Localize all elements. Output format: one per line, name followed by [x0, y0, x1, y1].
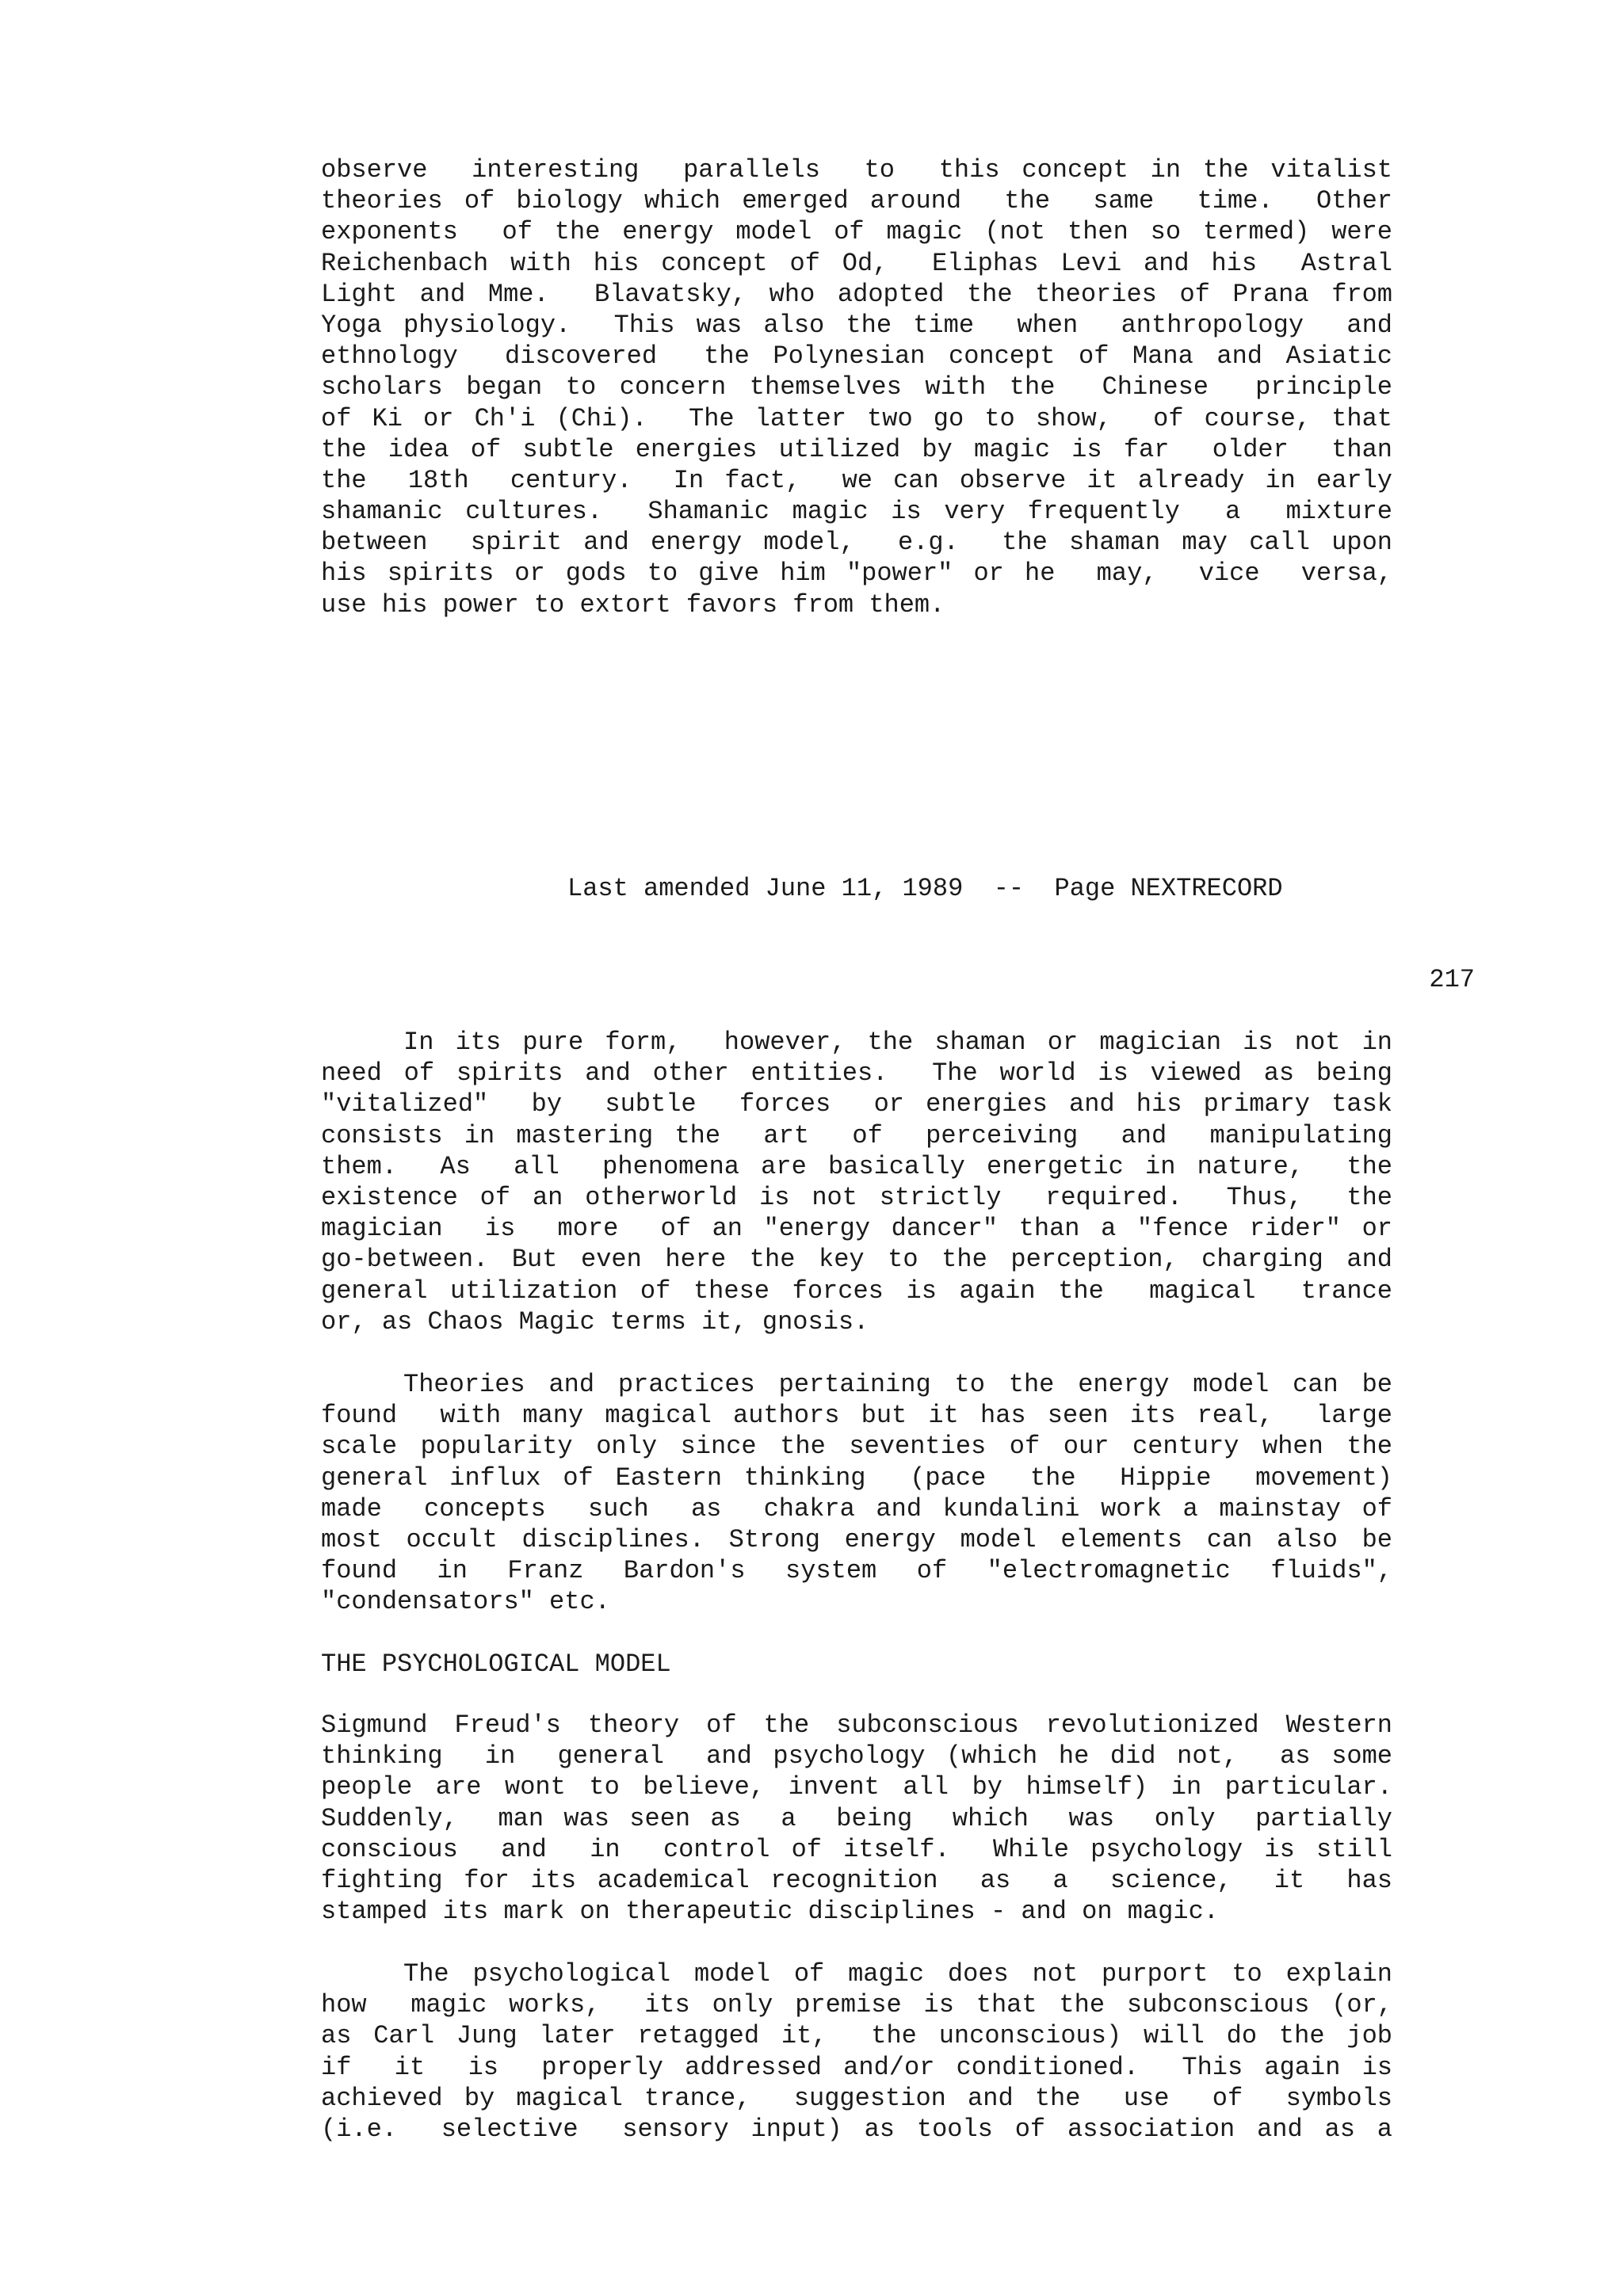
text-line: people are wont to believe, invent all by himself) in particular. [321, 1772, 1392, 1802]
text-line: Light and Mme. Blavatsky, who adopted the theories of Prana from [321, 279, 1392, 309]
section-heading: THE PSYCHOLOGICAL MODEL [321, 1650, 671, 1679]
text-line: scholars began to concern themselves with the Chinese principle [321, 372, 1392, 402]
text-line: theories of biology which emerged around the same time. Other [321, 186, 1392, 216]
text-line: ethnology discovered the Polynesian concept of Mana and Asiatic [321, 341, 1392, 372]
text-line: go-between. But even here the key to the perception, charging and [321, 1245, 1392, 1275]
text-line: fighting for its academical recognition as a science, it has [321, 1865, 1392, 1895]
text-line: between spirit and energy model, e.g. the shaman may call upon [321, 528, 1392, 558]
text-line: Sigmund Freud's theory of the subconscious revolutionized Western [321, 1711, 1392, 1740]
text-line: In its pure form, however, the shaman or magician is not in [403, 1028, 1392, 1057]
text-line: "vitalized" by subtle forces or energies and his primary task [321, 1089, 1392, 1119]
text-line: how magic works, its only premise is that the subconscious (or, [321, 1990, 1392, 2020]
paragraph-vitalist-continued [321, 154, 1392, 620]
text-line: exponents of the energy model of magic (not then so termed) were [321, 217, 1392, 247]
text-line: Theories and practices pertaining to the energy model can be [403, 1370, 1392, 1399]
text-line: achieved by magical trance, suggestion and the use of symbols [321, 2083, 1392, 2113]
text-line: observe interesting parallels to this concept in the vitalist [321, 155, 1392, 185]
paragraph-theories [321, 1369, 1392, 1618]
text-line: or, as Chaos Magic terms it, gnosis. [321, 1306, 869, 1337]
text-line: if it is properly addressed and/or conditioned. This again is [321, 2052, 1392, 2082]
text-line: found in Franz Bardon's system of "electromagnetic fluids", [321, 1556, 1392, 1586]
text-line: (i.e. selective sensory input) as tools of association and as a [321, 2114, 1392, 2144]
text-line: The psychological model of magic does not purport to explain [403, 1959, 1392, 1989]
paragraph-pure-form [321, 1027, 1392, 1337]
text-line: made concepts such as chakra and kundalini work a mainstay of [321, 1493, 1392, 1524]
text-line: magician is more of an "energy dancer" than a "fence rider" or [321, 1214, 1392, 1244]
text-line: found with many magical authors but it has seen its real, large [321, 1401, 1392, 1431]
text-line: conscious and in control of itself. While psychology is still [321, 1834, 1392, 1864]
text-line: scale popularity only since the seventies of our century when the [321, 1432, 1392, 1462]
text-line: his spirits or gods to give him "power" or he may, vice versa, [321, 559, 1392, 589]
paragraph-psychological-model [321, 1958, 1392, 2145]
text-line: them. As all phenomena are basically energetic in nature, the [321, 1151, 1392, 1181]
text-line: the idea of subtle energies utilized by magic is far older than [321, 434, 1392, 464]
text-line: Yoga physiology. This was also the time when anthropology and [321, 310, 1392, 340]
text-line: as Carl Jung later retagged it, the unconscious) will do the job [321, 2021, 1392, 2051]
paragraph-freud [321, 1710, 1392, 1927]
text-line: the 18th century. In fact, we can observe it already in early [321, 465, 1392, 495]
text-line: of Ki or Ch'i (Chi). The latter two go to show, of course, that [321, 403, 1392, 433]
text-line: consists in mastering the art of perceiving and manipulating [321, 1120, 1392, 1150]
text-line: use his power to extort favors from them. [321, 589, 945, 620]
text-line: Reichenbach with his concept of Od, Eliphas Levi and his Astral [321, 248, 1392, 278]
text-line: Suddenly, man was seen as a being which was only partially [321, 1803, 1392, 1833]
page-footer: Last amended June 11, 1989 -- Page NEXTRECORD [567, 874, 1283, 903]
text-line: stamped its mark on therapeutic disciplines - and on magic. [321, 1897, 1219, 1927]
text-line: general utilization of these forces is again the magical trance [321, 1276, 1392, 1306]
text-line: "condensators" etc. [321, 1587, 610, 1617]
text-line: thinking in general and psychology (which he did not, as some [321, 1741, 1392, 1772]
text-line: most occult disciplines. Strong energy model elements can also be [321, 1524, 1392, 1554]
page-number: 217 [1429, 965, 1475, 994]
text-line: existence of an otherworld is not strictly required. Thus, the [321, 1182, 1392, 1212]
text-line: shamanic cultures. Shamanic magic is very frequently a mixture [321, 497, 1392, 527]
text-line: need of spirits and other entities. The world is viewed as being [321, 1058, 1392, 1089]
text-line: general influx of Eastern thinking (pace the Hippie movement) [321, 1463, 1392, 1493]
